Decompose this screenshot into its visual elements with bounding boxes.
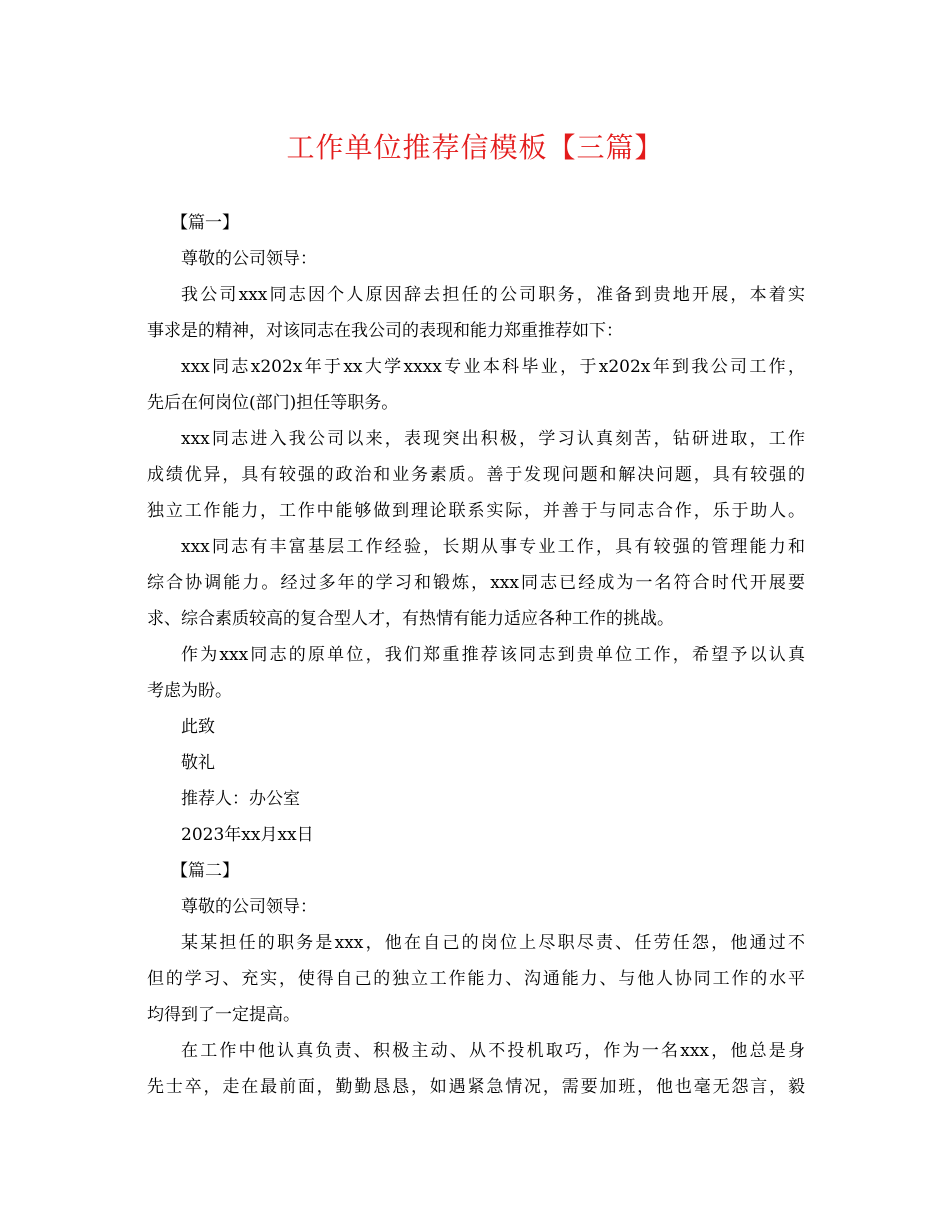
- text-line: xxx同志有丰富基层工作经验，长期从事专业工作，具有较强的管理能力和: [181, 537, 805, 557]
- text-line: 均得到了一定提高。: [147, 1005, 300, 1025]
- text-line: 但的学习、充实，使得自己的独立工作能力、沟通能力、与他人协同工作的水平: [147, 969, 805, 989]
- text-line: 先后在何岗位(部门)担任等职务。: [147, 393, 399, 413]
- text-line: xxx同志x202x年于xx大学xxxx专业本科毕业，于x202x年到我公司工作，: [181, 357, 805, 377]
- text-line: 综合协调能力。经过多年的学习和锻炼，xxx同志已经成为一名符合时代开展要: [147, 573, 805, 593]
- text-line: 事求是的精神，对该同志在我公司的表现和能力郑重推荐如下：: [147, 321, 623, 341]
- text-line: 敬礼: [181, 753, 215, 773]
- text-line: 2023年xx月xx日: [181, 825, 314, 845]
- text-line: 此致: [181, 717, 215, 737]
- text-line: xxx同志进入我公司以来，表现突出积极，学习认真刻苦，钻研进取，工作: [181, 429, 805, 449]
- document-title: 工作单位推荐信模板【三篇】: [286, 131, 664, 164]
- text-line: 先士卒，走在最前面，勤勤恳恳，如遇紧急情况，需要加班，他也毫无怨言，毅: [147, 1077, 805, 1097]
- text-line: 我公司xxx同志因个人原因辞去担任的公司职务，准备到贵地开展，本着实: [181, 285, 805, 305]
- text-line: 推荐人：办公室: [181, 789, 300, 809]
- document-body: [147, 205, 805, 1105]
- text-line: 某某担任的职务是xxx，他在自己的岗位上尽职尽责、任劳任怨，他通过不: [181, 933, 805, 953]
- section-heading: 【篇二】: [171, 861, 239, 881]
- text-line: 考虑为盼。: [147, 681, 232, 701]
- text-line: 求、综合素质较高的复合型人才，有热情有能力适应各种工作的挑战。: [147, 609, 674, 629]
- section-heading: 【篇一】: [171, 213, 239, 233]
- text-line: 在工作中他认真负责、积极主动、从不投机取巧，作为一名xxx，他总是身: [181, 1041, 805, 1061]
- text-line: 独立工作能力，工作中能够做到理论联系实际，并善于与同志合作，乐于助人。: [147, 501, 805, 521]
- text-line: 成绩优异，具有较强的政治和业务素质。善于发现问题和解决问题，具有较强的: [147, 465, 805, 485]
- text-line: 尊敬的公司领导：: [181, 249, 317, 269]
- text-line: 作为xxx同志的原单位，我们郑重推荐该同志到贵单位工作，希望予以认真: [181, 645, 805, 665]
- text-line: 尊敬的公司领导：: [181, 897, 317, 917]
